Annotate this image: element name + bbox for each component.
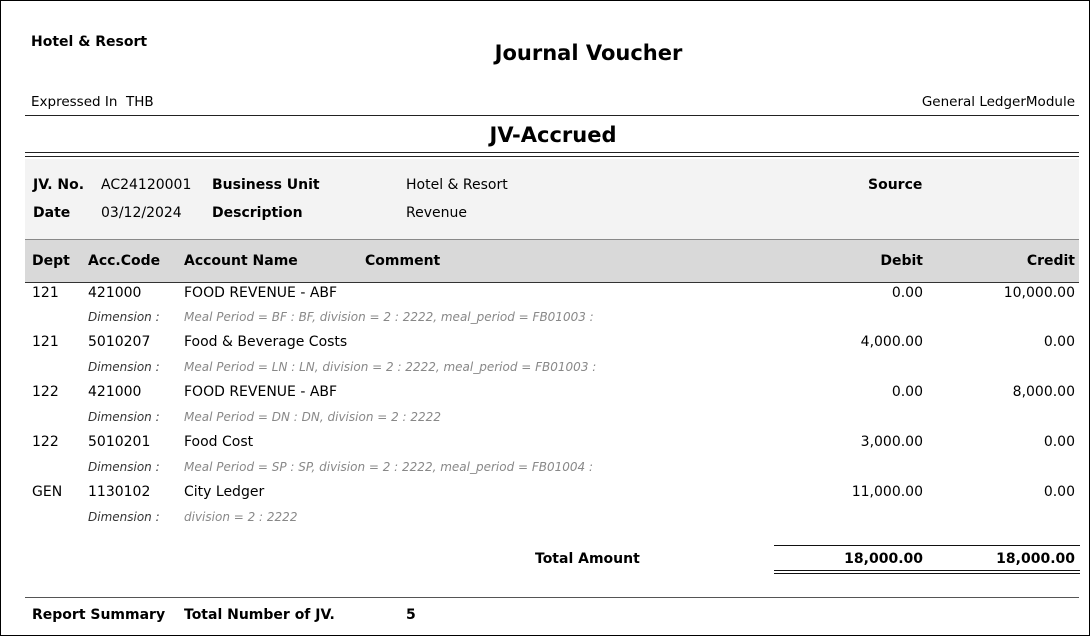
source-label: Source — [868, 177, 923, 193]
voucher-title-divider — [25, 152, 1079, 157]
dimension-value: division = 2 : 2222 — [184, 510, 298, 524]
dimension-label: Dimension : — [88, 360, 160, 374]
dimension-value: Meal Period = SP : SP, division = 2 : 2222, meal_period = FB01004 : — [184, 460, 594, 474]
currency-label: Expressed In THB — [31, 94, 154, 110]
dimension-value: Meal Period = LN : LN, division = 2 : 2222, meal_period = FB01003 : — [184, 360, 597, 374]
description-value: Revenue — [406, 205, 467, 221]
cell-debit: 3,000.00 — [860, 434, 923, 450]
summary-divider — [25, 597, 1079, 598]
date-value: 03/12/2024 — [101, 205, 182, 221]
table-row — [1, 384, 1089, 409]
dimension-label: Dimension : — [88, 310, 160, 324]
date-label: Date — [33, 205, 71, 221]
cell-credit: 10,000.00 — [1003, 285, 1075, 301]
total-debit: 18,000.00 — [844, 551, 923, 567]
table-row — [1, 484, 1089, 509]
table-row — [1, 334, 1089, 359]
col-credit: Credit — [1026, 253, 1075, 269]
col-account-name: Account Name — [184, 253, 298, 269]
cell-acc-code: 5010201 — [88, 434, 151, 450]
cell-dept: GEN — [32, 484, 63, 500]
dimension-label: Dimension : — [88, 510, 160, 524]
cell-account-name: Food & Beverage Costs — [184, 334, 348, 350]
voucher-title: JV-Accrued — [489, 123, 617, 147]
business-unit-label: Business Unit — [212, 177, 320, 193]
cell-credit: 8,000.00 — [1012, 384, 1075, 400]
dimension-label: Dimension : — [88, 460, 160, 474]
cell-acc-code: 421000 — [88, 384, 142, 400]
cell-acc-code: 5010207 — [88, 334, 151, 350]
cell-debit: 11,000.00 — [851, 484, 923, 500]
total-double-rule-1 — [774, 570, 1080, 571]
dimension-row — [1, 410, 1089, 430]
col-comment: Comment — [365, 253, 441, 269]
dimension-row — [1, 460, 1089, 480]
cell-acc-code: 1130102 — [88, 484, 151, 500]
table-row — [1, 434, 1089, 459]
table-row — [1, 285, 1089, 310]
cell-acc-code: 421000 — [88, 285, 142, 301]
cell-dept: 122 — [32, 384, 59, 400]
total-jv-count: 5 — [406, 607, 416, 623]
cell-dept: 121 — [32, 334, 59, 350]
cell-account-name: FOOD REVENUE - ABF — [184, 384, 338, 400]
cell-credit: 0.00 — [1043, 334, 1075, 350]
cell-debit: 0.00 — [891, 384, 923, 400]
voucher-info-panel — [25, 159, 1079, 239]
total-double-rule-2 — [774, 573, 1080, 574]
total-amount-label: Total Amount — [535, 551, 640, 567]
dimension-row — [1, 360, 1089, 380]
report-title: Journal Voucher — [494, 41, 683, 65]
cell-account-name: FOOD REVENUE - ABF — [184, 285, 338, 301]
jv-no-label: JV. No. — [33, 177, 85, 193]
cell-debit: 4,000.00 — [860, 334, 923, 350]
company-name: Hotel & Resort — [31, 34, 148, 50]
cell-credit: 0.00 — [1043, 434, 1075, 450]
dimension-value: Meal Period = DN : DN, division = 2 : 2222 — [184, 410, 441, 424]
header-divider — [25, 115, 1079, 116]
cell-dept: 122 — [32, 434, 59, 450]
total-jv-label: Total Number of JV. — [184, 607, 335, 623]
cell-dept: 121 — [32, 285, 59, 301]
dimension-row — [1, 310, 1089, 330]
dimension-row — [1, 510, 1089, 530]
report-summary-label: Report Summary — [32, 607, 166, 623]
cell-account-name: Food Cost — [184, 434, 254, 450]
dimension-value: Meal Period = BF : BF, division = 2 : 2222, meal_period = FB01003 : — [184, 310, 594, 324]
col-debit: Debit — [880, 253, 923, 269]
dimension-label: Dimension : — [88, 410, 160, 424]
business-unit-value: Hotel & Resort — [406, 177, 508, 193]
jv-no-value: AC24120001 — [101, 177, 192, 193]
col-acc-code: Acc.Code — [88, 253, 161, 269]
description-label: Description — [212, 205, 303, 221]
col-dept: Dept — [32, 253, 70, 269]
module-label: General LedgerModule — [921, 94, 1075, 110]
cell-account-name: City Ledger — [184, 484, 265, 500]
total-credit: 18,000.00 — [996, 551, 1075, 567]
total-top-rule — [774, 545, 1080, 546]
cell-debit: 0.00 — [891, 285, 923, 301]
cell-credit: 0.00 — [1043, 484, 1075, 500]
